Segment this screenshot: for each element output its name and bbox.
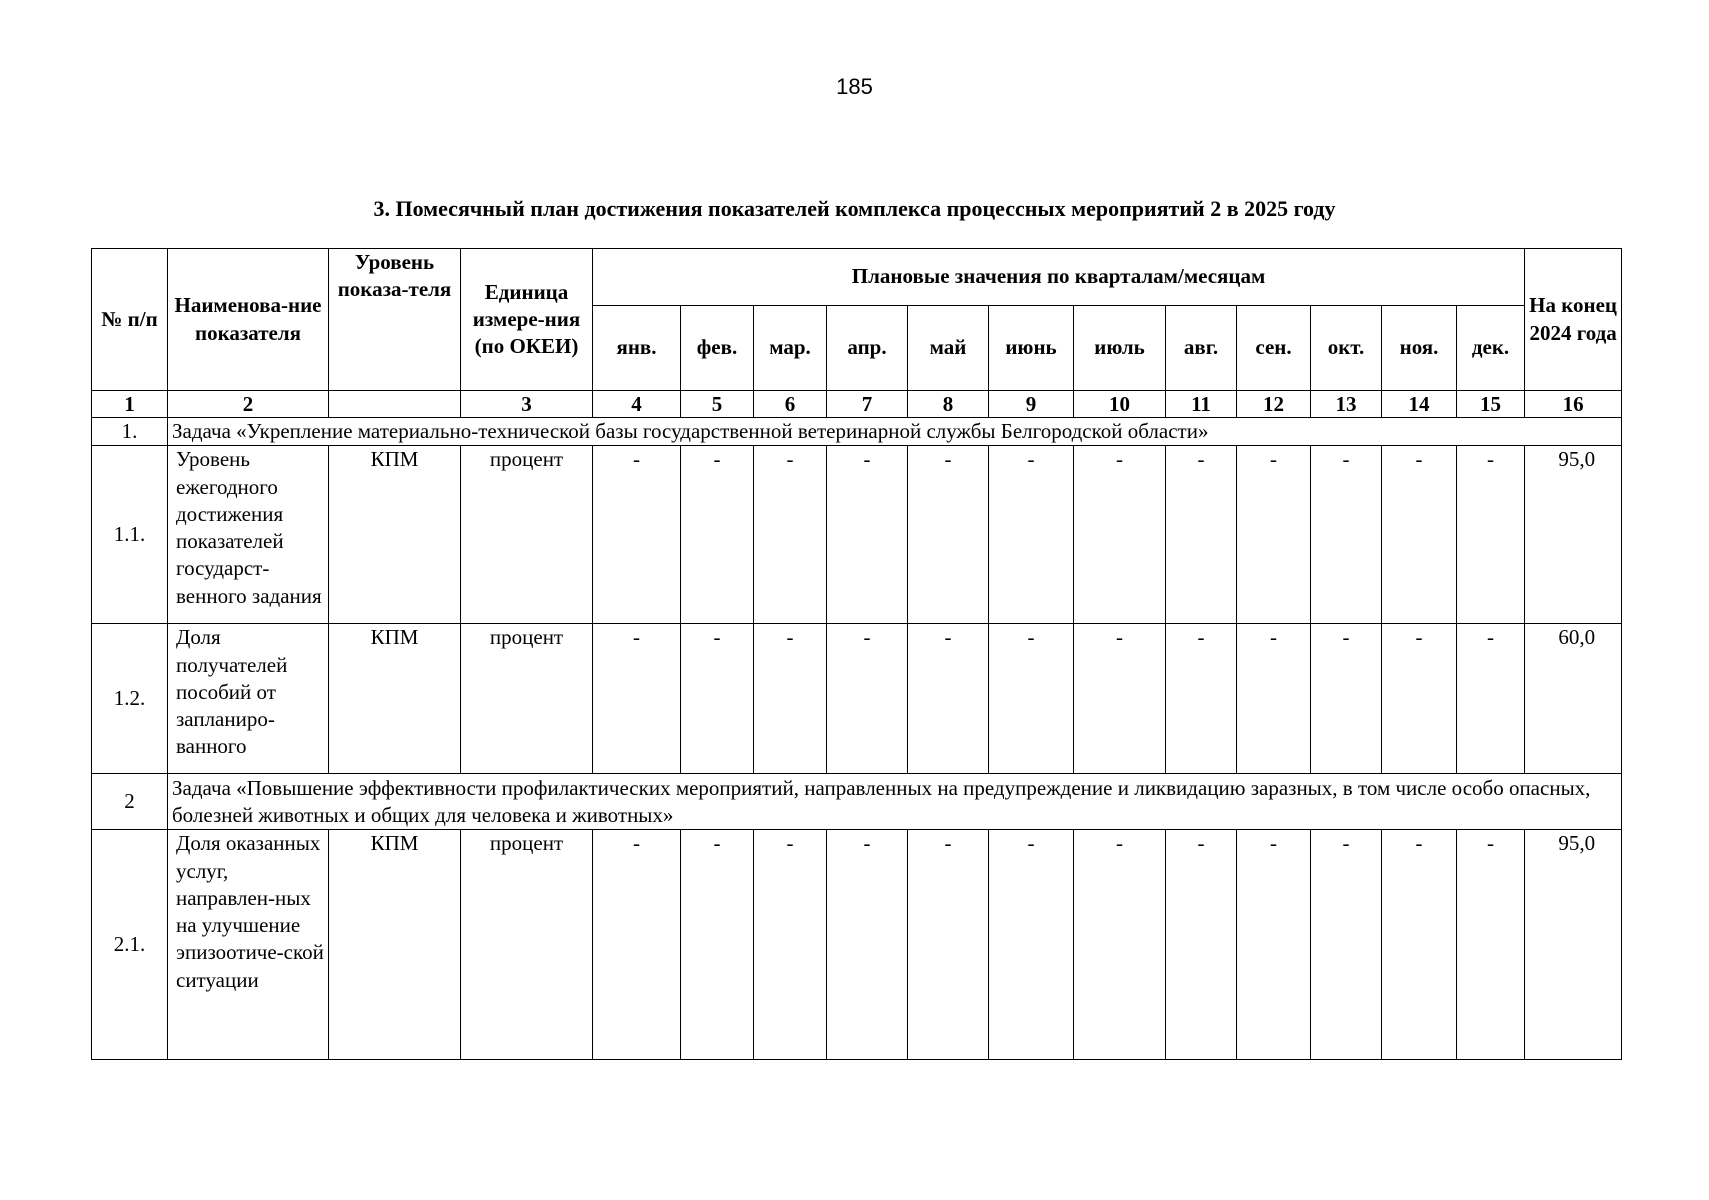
header-month: фев. <box>681 306 754 391</box>
month-value: - <box>1074 446 1166 624</box>
month-value: - <box>827 446 908 624</box>
column-number: 11 <box>1166 391 1237 418</box>
month-value: - <box>1237 830 1311 1060</box>
header-month: авг. <box>1166 306 1237 391</box>
month-value: - <box>1311 624 1382 774</box>
indicator-unit: процент <box>461 446 593 624</box>
month-value: - <box>1074 624 1166 774</box>
header-month: окт. <box>1311 306 1382 391</box>
header-month: сен. <box>1237 306 1311 391</box>
month-value: - <box>1311 830 1382 1060</box>
monthly-plan-table <box>91 248 1622 1060</box>
indicator-unit: процент <box>461 830 593 1060</box>
column-number: 2 <box>168 391 329 418</box>
month-value: - <box>908 446 989 624</box>
month-value: - <box>1166 830 1237 1060</box>
month-value: - <box>1382 830 1457 1060</box>
month-value: - <box>754 446 827 624</box>
column-number-row <box>92 391 1622 418</box>
document-title: 3. Помесячный план достижения показателей комплекса процессных мероприятий 2 в 2025 году <box>373 196 1336 221</box>
header-month: июль <box>1074 306 1166 391</box>
header-month: июнь <box>989 306 1074 391</box>
month-value: - <box>1457 446 1525 624</box>
column-number: 10 <box>1074 391 1166 418</box>
month-value: - <box>681 624 754 774</box>
task-text: Задача «Повышение эффективности профилактических мероприятий, направленных на предупреждение и ликвидацию заразных, в том числе особо опасных, болезней животных и общих для человека и животных» <box>168 774 1622 830</box>
column-number: 1 <box>92 391 168 418</box>
month-value: - <box>1166 446 1237 624</box>
task-number: 2 <box>92 774 168 830</box>
column-number: 7 <box>827 391 908 418</box>
header-plan-values: Плановые значения по кварталам/месяцам <box>593 249 1525 306</box>
indicator-row <box>92 624 1622 774</box>
indicator-level: КПМ <box>329 830 461 1060</box>
indicator-number: 2.1. <box>92 830 168 1060</box>
month-value: - <box>1457 830 1525 1060</box>
column-number: 13 <box>1311 391 1382 418</box>
indicator-unit: процент <box>461 624 593 774</box>
indicator-name: Доля получателей пособий от запланиро-ванного <box>168 624 329 774</box>
indicator-row <box>92 830 1622 1060</box>
month-value: - <box>1382 624 1457 774</box>
header-indicator-level: Уровень показа-теля <box>329 249 461 391</box>
column-number: 14 <box>1382 391 1457 418</box>
column-number: 9 <box>989 391 1074 418</box>
end-of-year-value: 95,0 <box>1525 446 1622 624</box>
column-number: 3 <box>461 391 593 418</box>
header-month: май <box>908 306 989 391</box>
month-value: - <box>1237 624 1311 774</box>
column-number: 15 <box>1457 391 1525 418</box>
header-month: дек. <box>1457 306 1525 391</box>
month-value: - <box>1311 446 1382 624</box>
task-row <box>92 418 1622 446</box>
month-value: - <box>1382 446 1457 624</box>
task-number: 1. <box>92 418 168 446</box>
column-number <box>329 391 461 418</box>
end-of-year-value: 60,0 <box>1525 624 1622 774</box>
month-value: - <box>1074 830 1166 1060</box>
month-value: - <box>593 830 681 1060</box>
header-num: № п/п <box>92 249 168 391</box>
header-month: янв. <box>593 306 681 391</box>
month-value: - <box>1166 624 1237 774</box>
indicator-row <box>92 446 1622 624</box>
column-number: 6 <box>754 391 827 418</box>
month-value: - <box>754 830 827 1060</box>
end-of-year-value: 95,0 <box>1525 830 1622 1060</box>
month-value: - <box>989 624 1074 774</box>
month-value: - <box>593 446 681 624</box>
indicator-number: 1.2. <box>92 624 168 774</box>
page-number: 185 <box>836 74 873 99</box>
indicator-level: КПМ <box>329 446 461 624</box>
month-value: - <box>754 624 827 774</box>
indicator-name: Доля оказанных услуг, направлен-ных на улучшение эпизоотиче-ской ситуации <box>168 830 329 1060</box>
month-value: - <box>827 830 908 1060</box>
indicator-name: Уровень ежегодного достижения показателей государст-венного задания <box>168 446 329 624</box>
column-number: 4 <box>593 391 681 418</box>
header-end-of-year: На конец 2024 года <box>1525 249 1622 391</box>
header-month: апр. <box>827 306 908 391</box>
header-unit: Единица измере-ния (по ОКЕИ) <box>461 249 593 391</box>
header-month: мар. <box>754 306 827 391</box>
column-number: 16 <box>1525 391 1622 418</box>
month-value: - <box>1457 624 1525 774</box>
column-number: 8 <box>908 391 989 418</box>
month-value: - <box>989 446 1074 624</box>
month-value: - <box>908 830 989 1060</box>
column-number: 5 <box>681 391 754 418</box>
month-value: - <box>908 624 989 774</box>
month-value: - <box>827 624 908 774</box>
month-value: - <box>989 830 1074 1060</box>
month-value: - <box>1237 446 1311 624</box>
month-value: - <box>681 830 754 1060</box>
header-indicator-name: Наименова-ние показателя <box>168 249 329 391</box>
month-value: - <box>593 624 681 774</box>
month-value: - <box>681 446 754 624</box>
task-text: Задача «Укрепление материально-технической базы государственной ветеринарной службы Белгородской области» <box>168 418 1622 446</box>
task-row <box>92 774 1622 830</box>
indicator-level: КПМ <box>329 624 461 774</box>
indicator-number: 1.1. <box>92 446 168 624</box>
header-month: ноя. <box>1382 306 1457 391</box>
column-number: 12 <box>1237 391 1311 418</box>
